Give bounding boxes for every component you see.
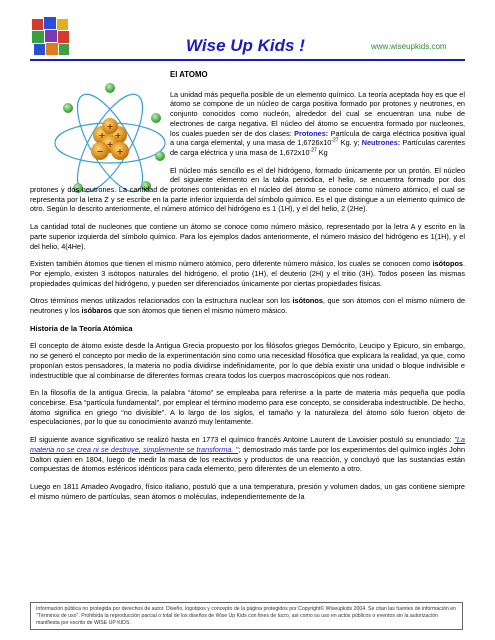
paragraph-hidrogeno: El núcleo más sencillo es el del hidrógeno, formado únicamente por un protón. El núcleo del siguiente elemento en la tabla periódica, el helio, se encuentra formado por dos protones y dos neutrones. La cantidad de protones contenidas en el núcleo del átomo se conoce como número atómico, el cual se representa por la letra Z y se escribe en la parte inferior izquierda del símbolo químico. Es el que distingue a un elemento químico de otro. Según lo descrito anteriormente, el número atómico del hidrógeno es 1 (1H), y el del helio, 2 (2He). xyxy=(30,165,465,214)
heading-historia: Historia de la Teoría Atómica xyxy=(30,323,133,333)
neutrones-exponent: -27 xyxy=(309,147,317,154)
copyright-footer: Información pública no protegida por derechos de autor. Diseño, logotipos y concepto de la página protegidos por Copyright© Wiseupkids 2004. Se citan las fuentes de información en "Términos de uso". Prohibida la reproducción parcial o total de los diseños de Wise Up Kids con fines de lucro, así como su uso en actos públicos o eventos sin la autorización manifiesta por escrito de WISE UP KIDS. xyxy=(30,602,463,630)
protones-exponent: -27 xyxy=(331,137,339,144)
header-rule xyxy=(30,59,465,61)
svg-text:+: + xyxy=(106,122,114,131)
paragraph-isotonos xyxy=(30,296,465,315)
isotonos-intro: Otros términos menos utilizados relacionados con la estructura nuclear son los xyxy=(30,296,293,306)
isotopos-text: . Por ejemplo, existen 3 isótopos naturales del hidrógeno, el protio (1H), el deuterio (2H) y el tritio (3H). Todos poseen las mismas propiedades químicas del hidrógeno, y pueden ser diferenciados únicamente por ciertas propiedades físicas. xyxy=(30,259,465,288)
lavoisier-quote: "La materia no se crea ni se destruye, simplemente se transforma. " xyxy=(30,435,465,454)
svg-text:+: + xyxy=(114,131,122,140)
isobaros-term: isóbaros xyxy=(81,306,112,316)
svg-text:−: − xyxy=(96,147,104,156)
isobaros-text: que son átomos que tienen el mismo número másico. xyxy=(111,306,288,316)
paragraph-avogadro: Luego en 1811 Amadeo Avogadro, físico italiano, postuló que a una temperatura, presión y volumen dados, un gas contiene siempre el mismo número de partículas, sean átomos o moléculas, independientemente de la xyxy=(30,481,465,501)
article-body xyxy=(30,66,465,586)
paragraph-filosofia: En la filosofía de la antigua Grecia, la palabra “átomo” se empleaba para referirse a la parte de materia más pequeña que podía concebirse. Esa “partícula fundamental”, por emplear el término moderno para ese concepto, se consideraba indestructible. De hecho, átomo significa en griego “no divisible”. A lo largo de los siglos, el tamaño y la naturaleza del átomo sólo fueron objeto de especulaciones, por lo que su conocimiento avanzó muy lentamente. xyxy=(30,388,465,427)
neutrones-text: Partículas carentes de carga eléctrica y una masa de 1,672x10 xyxy=(170,138,465,157)
protones-unit: Kg. y; xyxy=(338,138,360,148)
isotonos-text: , que son átomos con el mismo número de neutrones y los xyxy=(30,296,465,316)
paragraph-antigua-grecia: El concepto de átomo existe desde la Antigua Grecia propuesto por los filósofos griegos Demócrito, Leucipo y Epicuro, sin embargo, no se generó el concepto por medio de la experimentación sino como una necesidad filosófica que explicara la realidad, ya que, como proponían estos pensadores, la materia no podía dividirse indefinidamente, por lo que debía existir una unidad o bloque indivisible e indestructible que al combinarse de diferentes formas creara todos los cuerpos macroscópicos que nos rodean. xyxy=(30,341,465,380)
article-title: El ATOMO xyxy=(170,70,208,79)
paragraph-numero-masico: La cantidad total de nucleones que contiene un átomo se conoce como número másico, representado por la letra A y escrito en la parte superior izquierda del símbolo químico. Para los ejemplos dados anteriormente, el número másico del hidrógeno es 1(1H), y el del helio, 4(4He). xyxy=(30,222,465,251)
site-url[interactable]: www.wiseupkids.com xyxy=(371,42,447,51)
paragraph-isotopos xyxy=(30,259,465,288)
neutrones-label: Neutrones: xyxy=(359,138,401,148)
svg-text:+: + xyxy=(116,147,124,156)
isotopos-term: isótopos xyxy=(432,259,463,269)
lavoisier-text: ; demostrado más tarde por los experimentos del químico inglés John Dalton quien en 1804, luego de medir la masa de los reactivos y productos de una reacción, y concluyó que las sustancias están compuestas de átomos esféricos idénticos para cada elemento, pero diferentes de un elemento a otro. xyxy=(30,444,465,474)
svg-text:+: + xyxy=(106,140,114,149)
brand-title: Wise Up Kids ! xyxy=(186,36,305,55)
page-header xyxy=(0,0,495,62)
protones-label: Protones: xyxy=(294,128,329,138)
paragraph-lavoisier xyxy=(30,435,465,474)
protones-text: Partícula de carga eléctrica positiva igual a una carga elemental, y una masa de 1,6726x10 xyxy=(170,128,465,148)
svg-text:+: + xyxy=(98,131,106,140)
lavoisier-intro: El siguiente avance significativo se realizó hasta en 1773 el químico francés Antoine Laurent de Lavoisier postuló su enunciado: xyxy=(30,435,455,445)
wiseupkids-logo-icon xyxy=(30,15,72,57)
atom-illustration-space xyxy=(30,66,170,184)
paragraph-definition-text: La unidad más pequeña posible de un elemento químico. La teoría aceptada hoy es que el átomo se compone de un núcleo de carga positiva formado por protones y neutrones, en conjunto conocidos como nucleón, alrededor del cual se encuentran una nube de electrones de carga negativa. El núcleo del átomo se encuentra formado por nucleones, los cuales pueden ser de dos clases: xyxy=(170,89,465,138)
neutrones-unit: Kg xyxy=(316,147,328,157)
isotopos-intro: Existen también átomos que tienen el mismo número atómico, pero diferente número másico, los cuales se conocen como xyxy=(30,259,433,269)
isotonos-term: isótonos xyxy=(292,296,323,306)
